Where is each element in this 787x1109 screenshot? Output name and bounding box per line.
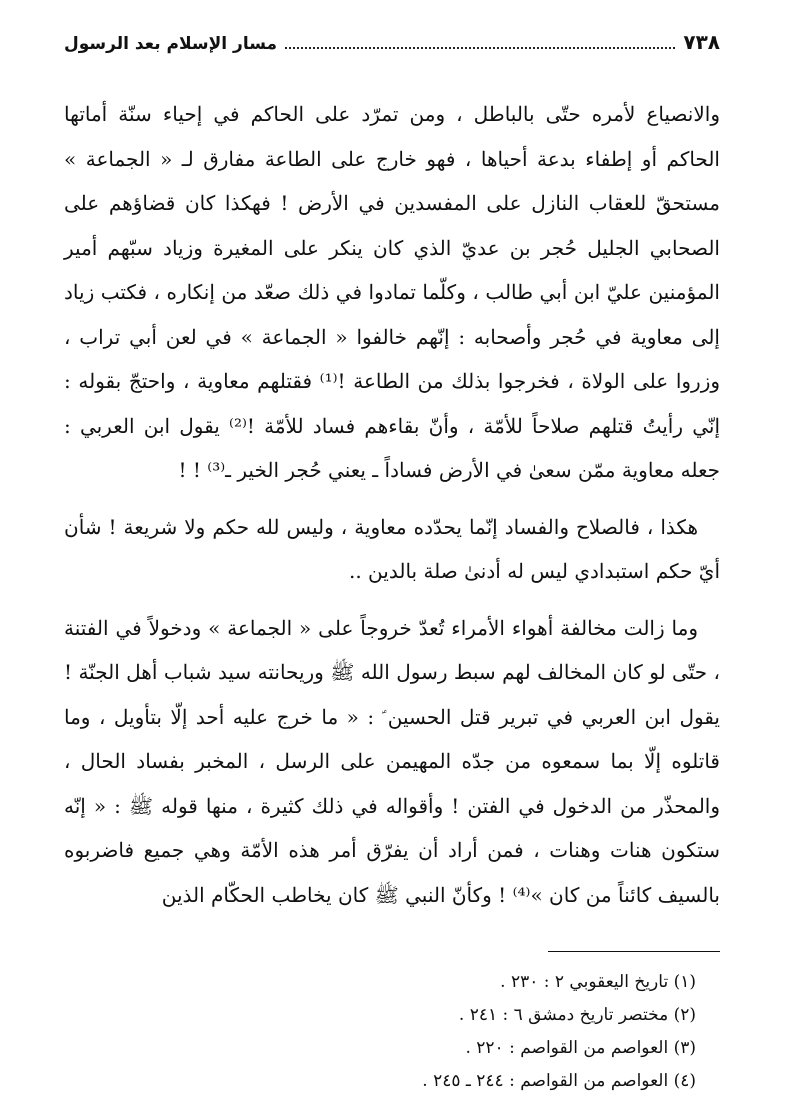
header-dotted-leader (285, 46, 675, 49)
footnote-separator (548, 951, 720, 952)
book-page (64, 28, 720, 1098)
footnote: (١) تاريخ اليعقوبي ٢ : ٢٣٠ . (500, 972, 696, 992)
footnote: (٤) العواصم من القواصم : ٢٤٤ ـ ٢٤٥ . (422, 1071, 696, 1091)
paragraph: هكذا ، فالصلاح والفساد إنّما يحدّده معاوية ، وليس لله حكم ولا شريعة ! شأن أيّ حكم استبدادي ليس له أدنىٰ صلة بالدين .. (64, 514, 720, 583)
main-text (64, 92, 720, 917)
running-title: مسار الإسلام بعد الرسول (64, 34, 278, 54)
page-number: ٧٣٨ (683, 30, 720, 54)
running-header (64, 28, 720, 56)
footnote: (٣) العواصم من القواصم : ٢٢٠ . (465, 1038, 696, 1058)
footnotes (64, 966, 720, 1098)
paragraph: وما زالت مخالفة أهواء الأمراء تُعدّ خروجاً على « الجماعة » ودخولاً في الفتنة ، حتّى لو كان المخالف لهم سبط رسول الله ﷺ وريحانته سيد شباب أهل الجنّة ! يقول ابن العربي في تبرير قتل الحسين ؑ : « ما خرج عليه أحد إلّا بتأويل ، وما قاتلوه إلّا بما سمعوه من جدّه المهيمن على الرسل ، المخبر بفساد الحال ، والمحذّر من الدخول في الفتن ! وأقواله في ذلك كثيرة ، منها قوله ﷺ : « إنّه ستكون هنات وهنات ، فمن أراد أن يفرّق أمر هذه الأمّة وهي جميع فاضربوه بالسيف كائناً من كان »⁽⁴⁾ ! وكأنّ النبي ﷺ كان يخاطب الحكّام الذين (64, 615, 720, 907)
footnote: (٢) مختصر تاريخ دمشق ٦ : ٢٤١ . (458, 1005, 696, 1025)
paragraph: والانصياع لأمره حتّى بالباطل ، ومن تمرّد على الحاكم في إحياء سنّة أماتها الحاكم أو إطفاء بدعة أحياها ، فهو خارج على الطاعة مفارق لـ « الجماعة » مستحقّ للعقاب النازل على المفسدين في الأرض ! فهكذا كان قضاؤهم على الصحابي الجليل حُجر بن عديّ الذي كان ينكر على المغيرة وزياد سبّهم أمير المؤمنين عليّ ابن أبي طالب ، وكلّما تمادوا في ذلك صعّد من إنكاره ، فكتب زياد إلى معاوية في حُجر وأصحابه : إنّهم خالفوا « الجماعة » في لعن أبي تراب ، وزروا على الولاة ، فخرجوا بذلك من الطاعة !⁽¹⁾ فقتلهم معاوية ، واحتجّ بقوله : إنّي رأيتُ قتلهم صلاحاً للأمّة ، وأنّ بقاءهم فساد للأمّة !⁽²⁾ يقول ابن العربي : جعله معاوية ممّن سعىٰ في الأرض فساداً ـ يعني حُجر الخير ـ⁽³⁾ ! ! (64, 102, 721, 482)
